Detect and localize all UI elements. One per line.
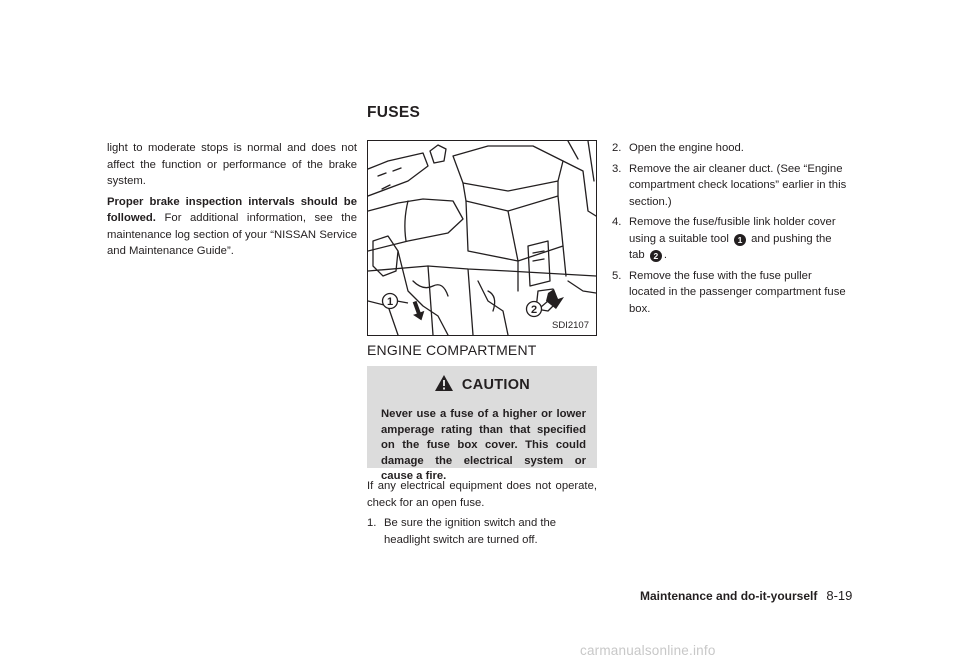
watermark: carmanualsonline.info — [580, 643, 716, 658]
callout-2-ref-icon: 2 — [650, 250, 662, 262]
step-3 — [612, 161, 850, 211]
inspection-text: For additional information, see the maintenance log section of your “NISSAN Service and Maintenance Guide”. — [107, 212, 357, 257]
callout-2-marker — [527, 302, 542, 317]
section-title: FUSES — [367, 104, 421, 121]
callout-1-marker — [383, 294, 398, 309]
page-footer — [640, 588, 852, 603]
step-3-number: 3. — [612, 162, 622, 175]
step-4-text-b: and pushing the tab — [629, 232, 832, 261]
callout-1-label: 1 — [386, 296, 394, 308]
inspection-paragraph — [107, 194, 357, 260]
step-5-number: 5. — [612, 269, 622, 282]
engine-compartment-heading: ENGINE COMPARTMENT — [367, 342, 537, 358]
brake-paragraph: light to moderate stops is normal and does not affect the function or performance of the brake system. — [107, 142, 357, 187]
page-number: 8-19 — [826, 588, 853, 603]
engine-compartment-illustration — [368, 141, 596, 335]
step-2 — [612, 140, 850, 157]
callout-1-ref-icon: 1 — [734, 234, 746, 246]
caution-box — [367, 366, 597, 482]
caution-title: CAUTION — [461, 377, 531, 393]
inspection-bold-text: Proper brake inspection intervals should be followed. — [107, 195, 357, 224]
figure-code: SDI2107 — [552, 320, 589, 331]
left-column — [107, 140, 357, 264]
step-4-text-a: Remove the fuse/fusible link holder cover using a suitable tool — [629, 216, 836, 245]
step-4 — [612, 214, 850, 264]
step-1-number: 1. — [367, 517, 377, 529]
right-column — [612, 140, 850, 321]
step-5 — [612, 268, 850, 318]
engine-compartment-body — [367, 478, 597, 552]
step-2-text: Open the engine hood. — [629, 142, 744, 154]
footer-section-title: Maintenance and do-it-yourself — [640, 589, 818, 603]
engine-fuse-figure — [367, 140, 597, 336]
caution-text: Never use a fuse of a higher or lower amperage rating than that specified on the fuse box cover. This could damage the electrical system or cause a fire. — [381, 408, 586, 482]
step-2-number: 2. — [612, 142, 622, 154]
step-4-text-c: . — [663, 249, 667, 261]
step-3-text: Remove the air cleaner duct. (See “Engine compartment check locations” earlier in this section.) — [629, 162, 847, 208]
step-4-body — [629, 214, 850, 264]
step-4-number: 4. — [612, 216, 622, 228]
step-1-text: Be sure the ignition switch and the headlight switch are turned off. — [384, 517, 557, 546]
open-fuse-intro: If any electrical equipment does not operate, check for an open fuse. — [367, 480, 597, 509]
callout-2-label: 2 — [530, 304, 538, 316]
step-5-text: Remove the fuse with the fuse puller located in the passenger compartment fuse box. — [629, 269, 846, 315]
warning-triangle-icon — [434, 374, 454, 396]
step-1 — [367, 515, 597, 548]
caution-header — [367, 374, 597, 396]
